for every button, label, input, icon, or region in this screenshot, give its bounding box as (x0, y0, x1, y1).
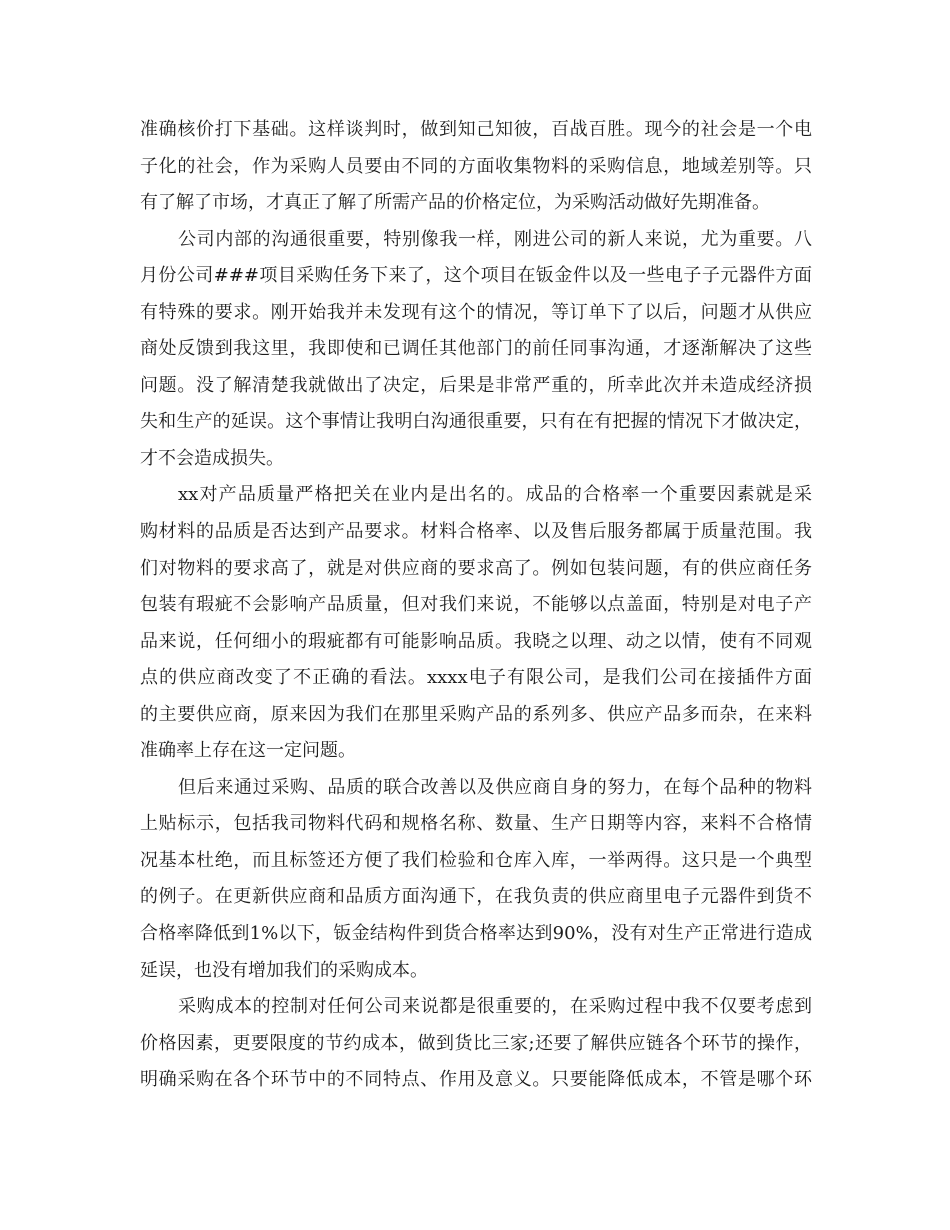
paragraph (140, 770, 812, 989)
body-text (140, 112, 812, 1099)
text-line: 们对物料的要求高了，就是对供应商的要求高了。例如包装问题，有的供应商任务 (140, 557, 812, 579)
text-line: 公司内部的沟通很重要，特别像我一样，刚进公司的新人来说，尤为重要。八 (178, 228, 812, 250)
text-line: 采购成本的控制对任何公司来说都是很重要的，在采购过程中我不仅要考虑到 (178, 996, 812, 1018)
text-line: 失和生产的延误。这个事情让我明白沟通很重要，只有在有把握的情况下才做决定， (140, 411, 812, 433)
text-line: 购材料的品质是否达到产品要求。材料合格率、以及售后服务都属于质量范围。我 (140, 521, 812, 543)
text-line: 包装有瑕疵不会影响产品质量，但对我们来说，不能够以点盖面，特别是对电子产 (140, 594, 812, 616)
text-line: 品来说，任何细小的瑕疵都有可能影响品质。我晓之以理、动之以情，使有不同观 (140, 630, 812, 652)
text-line: 问题。没了解清楚我就做出了决定，后果是非常严重的，所幸此次并未造成经济损 (140, 374, 812, 396)
paragraph (140, 222, 812, 478)
text-line: 有特殊的要求。刚开始我并未发现有这个的情况，等订单下了以后，问题才从供应 (140, 301, 812, 323)
text-line: 才不会造成损失。 (140, 447, 284, 469)
text-line: xx对产品质量严格把关在业内是出名的。成品的合格率一个重要因素就是采 (178, 484, 812, 506)
text-line: 延误，也没有增加我们的采购成本。 (140, 959, 428, 981)
text-line: 的例子。在更新供应商和品质方面沟通下，在我负责的供应商里电子元器件到货不 (140, 886, 812, 908)
paragraph (140, 477, 812, 769)
text-line: 子化的社会，作为采购人员要由不同的方面收集物料的采购信息，地域差别等。只 (140, 155, 812, 177)
text-line: 明确采购在各个环节中的不同特点、作用及意义。只要能降低成本，不管是哪个环 (140, 1069, 812, 1091)
text-line: 上贴标示，包括我司物料代码和规格名称、数量、生产日期等内容，来料不合格情 (140, 813, 812, 835)
text-line: 点的供应商改变了不正确的看法。xxxx电子有限公司，是我们公司在接插件方面 (140, 667, 812, 689)
text-line: 况基本杜绝，而且标签还方便了我们检验和仓库入库，一举两得。这只是一个典型 (140, 849, 812, 871)
paragraph (140, 989, 812, 1099)
text-line: 合格率降低到1%以下，钣金结构件到货合格率达到90%，没有对生产正常进行造成 (140, 923, 812, 945)
text-line: 价格因素，更要限度的节约成本，做到货比三家;还要了解供应链各个环节的操作， (140, 1032, 812, 1054)
text-line: 的主要供应商，原来因为我们在那里采购产品的系列多、供应产品多而杂，在来料 (140, 703, 812, 725)
text-line: 商处反馈到我这里，我即使和已调任其他部门的前任同事沟通，才逐渐解决了这些 (140, 338, 812, 360)
text-line: 有了解了市场，才真正了解了所需产品的价格定位，为采购活动做好先期准备。 (140, 192, 770, 214)
text-line: 准确率上存在这一定问题。 (140, 740, 356, 762)
text-line: 准确核价打下基础。这样谈判时，做到知己知彼，百战百胜。现今的社会是一个电 (140, 119, 812, 140)
text-line: 但后来通过采购、品质的联合改善以及供应商自身的努力，在每个品种的物料 (178, 776, 812, 798)
paragraph (140, 112, 812, 222)
text-line: 月份公司###项目采购任务下来了，这个项目在钣金件以及一些电子子元器件方面 (140, 265, 812, 287)
